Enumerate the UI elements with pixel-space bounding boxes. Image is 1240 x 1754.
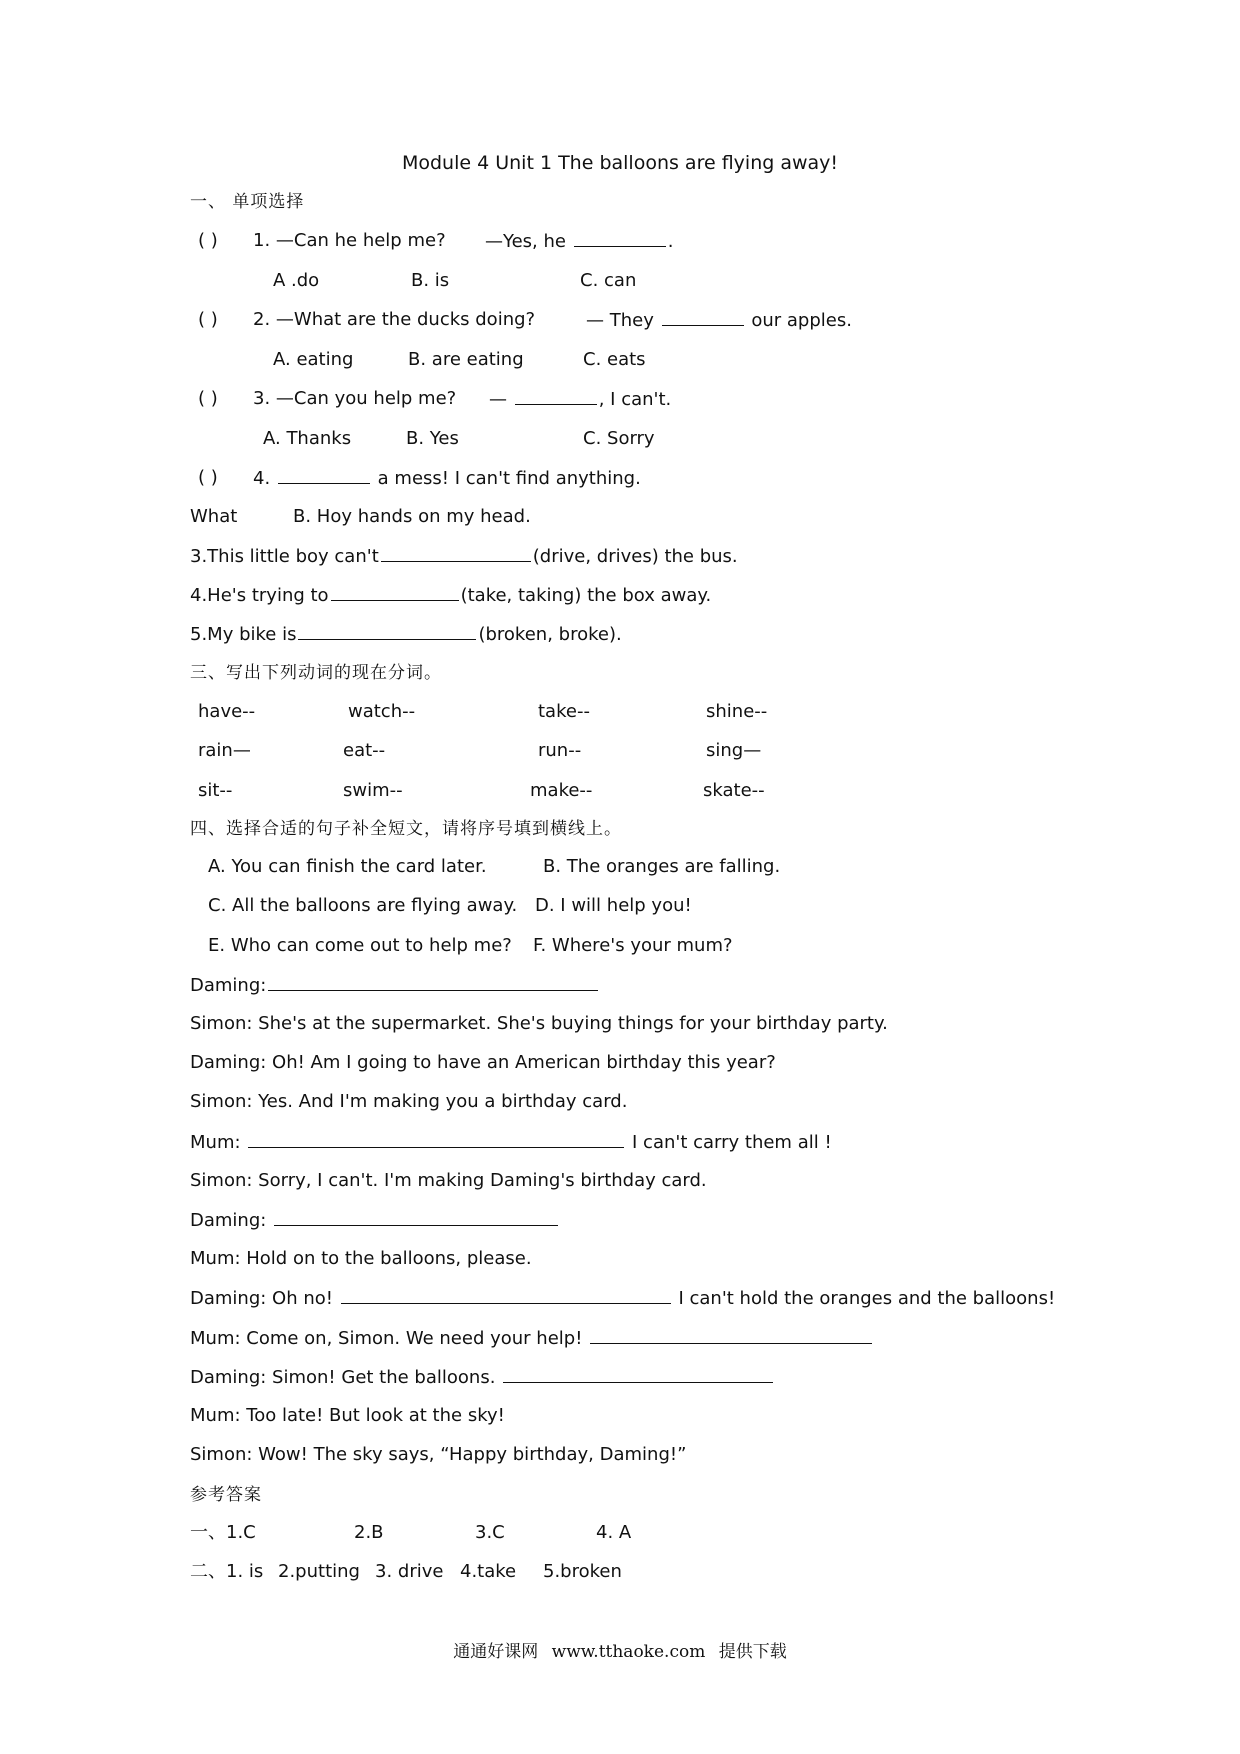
dialogue-line-4: Simon: Yes. And I'm making you a birthday card. <box>190 1091 628 1112</box>
option-e: E. Who can come out to help me? <box>208 935 512 956</box>
word-swim: swim-- <box>343 780 403 801</box>
fill-line-4-start: 4.He's trying to <box>190 585 329 606</box>
dialogue-blank-2[interactable] <box>248 1131 624 1148</box>
q2-option-b: B. are eating <box>408 349 524 370</box>
word-rain: rain— <box>198 740 251 761</box>
answer-1-4: 4. A <box>596 1522 632 1543</box>
option-a: A. You can finish the card later. <box>208 856 487 877</box>
q1-reply <box>485 230 673 253</box>
footer-tail: 提供下载 <box>718 1642 787 1662</box>
q2-blank[interactable] <box>662 309 744 326</box>
dialogue-blank-4[interactable] <box>341 1287 671 1304</box>
dialogue-line-3: Daming: Oh! Am I going to have an American birthday this year? <box>190 1052 776 1073</box>
q2-stem: 2. —What are the ducks doing? <box>253 309 536 330</box>
q2-paren: ( ) <box>198 309 218 330</box>
dialogue-line-6: Simon: Sorry, I can't. I'm making Daming's birthday card. <box>190 1170 707 1191</box>
dialogue-blank-5[interactable] <box>590 1327 872 1344</box>
word-run: run-- <box>538 740 582 761</box>
footer <box>0 1637 1240 1662</box>
q3-option-b: B. Yes <box>406 428 459 449</box>
dialogue-line-8: Mum: Hold on to the balloons, please. <box>190 1248 532 1269</box>
answer-2-3: 3. drive <box>375 1561 444 1582</box>
q4-end: a mess! I can't find anything. <box>377 468 641 489</box>
q2-option-a: A. eating <box>273 349 354 370</box>
answers-heading: 参考答案 <box>190 1485 262 1505</box>
q4-blank[interactable] <box>278 467 370 484</box>
q2-end: our apples. <box>751 310 852 331</box>
dialogue-line-2: Simon: She's at the supermarket. She's buying things for your birthday party. <box>190 1013 888 1034</box>
dialogue-line-12: Mum: Too late! But look at the sky! <box>190 1405 505 1426</box>
q4-stem <box>253 467 641 490</box>
fill-line-5-blank[interactable] <box>298 623 476 640</box>
q1-stem: 1. —Can he help me? <box>253 230 446 251</box>
answer-2-2: 2.putting <box>278 1561 360 1582</box>
q1-blank[interactable] <box>574 230 666 247</box>
word-watch: watch-- <box>348 701 416 722</box>
q4-paren: ( ) <box>198 467 218 488</box>
dialogue-line-7 <box>190 1209 560 1232</box>
q1-paren: ( ) <box>198 230 218 251</box>
answers-row-1-prefix: 一、1.C <box>190 1522 256 1543</box>
dialogue-blank-1[interactable] <box>268 974 598 991</box>
q2-reply <box>586 309 852 332</box>
answer-2-5: 5.broken <box>543 1561 622 1582</box>
word-shine: shine-- <box>706 701 768 722</box>
word-have: have-- <box>198 701 256 722</box>
answer-2-4: 4.take <box>460 1561 517 1582</box>
q1-option-c: C. can <box>580 270 637 291</box>
dialogue-line-9-end: I can't hold the oranges and the balloons! <box>678 1288 1056 1309</box>
q3-option-a: A. Thanks <box>263 428 352 449</box>
dialogue-line-11 <box>190 1366 775 1389</box>
q3-blank[interactable] <box>515 388 597 405</box>
fill-line-3-blank[interactable] <box>381 545 531 562</box>
fill-line-5 <box>190 623 622 646</box>
q3-reply <box>489 388 671 411</box>
dialogue-blank-3[interactable] <box>274 1209 558 1226</box>
dialogue-line-13: Simon: Wow! The sky says, “Happy birthday, Daming!” <box>190 1444 687 1465</box>
q3-paren: ( ) <box>198 388 218 409</box>
fill-line-5-end: (broken, broke). <box>478 624 622 645</box>
dialogue-line-10 <box>190 1327 874 1350</box>
section-3-heading: 三、写出下列动词的现在分词。 <box>190 663 442 683</box>
q3-stem: 3. —Can you help me? <box>253 388 457 409</box>
q1-end: . <box>667 231 674 252</box>
dialogue-line-1 <box>190 974 600 997</box>
q3-end: , I can't. <box>598 389 672 410</box>
fill-line-4-blank[interactable] <box>331 584 459 601</box>
word-skate: skate-- <box>703 780 765 801</box>
word-eat: eat-- <box>343 740 386 761</box>
dialogue-line-9-start: Daming: Oh no! <box>190 1288 333 1309</box>
q4-number: 4. <box>253 468 271 489</box>
q4-option-b: B. Hoy hands on my head. <box>293 506 531 527</box>
dialogue-line-10-text: Mum: Come on, Simon. We need your help! <box>190 1328 583 1349</box>
option-b: B. The oranges are falling. <box>543 856 781 877</box>
answer-1-3: 3.C <box>475 1522 505 1543</box>
q2-reply-text: — They <box>586 310 654 331</box>
option-d: D. I will help you! <box>535 895 692 916</box>
q1-option-a: A .do <box>273 270 320 291</box>
word-take: take-- <box>538 701 590 722</box>
answer-1-2: 2.B <box>354 1522 384 1543</box>
dialogue-blank-6[interactable] <box>503 1366 773 1383</box>
q1-reply-text: —Yes, he <box>485 231 566 252</box>
word-make: make-- <box>530 780 593 801</box>
page-title: Module 4 Unit 1 The balloons are flying away! <box>401 152 839 174</box>
dialogue-line-5 <box>190 1131 832 1154</box>
q3-option-c: C. Sorry <box>583 428 655 449</box>
dialogue-line-7-speaker: Daming: <box>190 1210 267 1231</box>
answers-row-2-prefix: 二、1. is <box>190 1561 264 1582</box>
q1-option-b: B. is <box>411 270 450 291</box>
word-sing: sing— <box>706 740 762 761</box>
dialogue-line-5-speaker: Mum: <box>190 1132 241 1153</box>
footer-site-name: 通通好课网 <box>453 1642 539 1662</box>
fill-line-3 <box>190 545 738 568</box>
footer-url[interactable]: www.tthaoke.com <box>551 1642 706 1662</box>
fill-line-4-end: (take, taking) the box away. <box>460 585 712 606</box>
fill-line-4 <box>190 584 711 607</box>
section-1-heading: 一、 单项选择 <box>190 192 305 212</box>
option-f: F. Where's your mum? <box>533 935 733 956</box>
fill-line-5-start: 5.My bike is <box>190 624 297 645</box>
dialogue-line-11-text: Daming: Simon! Get the balloons. <box>190 1367 496 1388</box>
q4-option-a: What <box>190 506 238 527</box>
dialogue-line-1-speaker: Daming: <box>190 975 267 996</box>
option-c: C. All the balloons are flying away. <box>208 895 518 916</box>
word-sit: sit-- <box>198 780 233 801</box>
section-4-heading: 四、选择合适的句子补全短文，请将序号填到横线上。 <box>190 819 622 839</box>
q2-option-c: C. eats <box>583 349 646 370</box>
dialogue-line-9 <box>190 1287 1055 1310</box>
fill-line-3-end: (drive, drives) the bus. <box>532 546 738 567</box>
fill-line-3-start: 3.This little boy can't <box>190 546 379 567</box>
dialogue-line-5-end: I can't carry them all ! <box>632 1132 832 1153</box>
q3-reply-text: — <box>489 389 507 410</box>
